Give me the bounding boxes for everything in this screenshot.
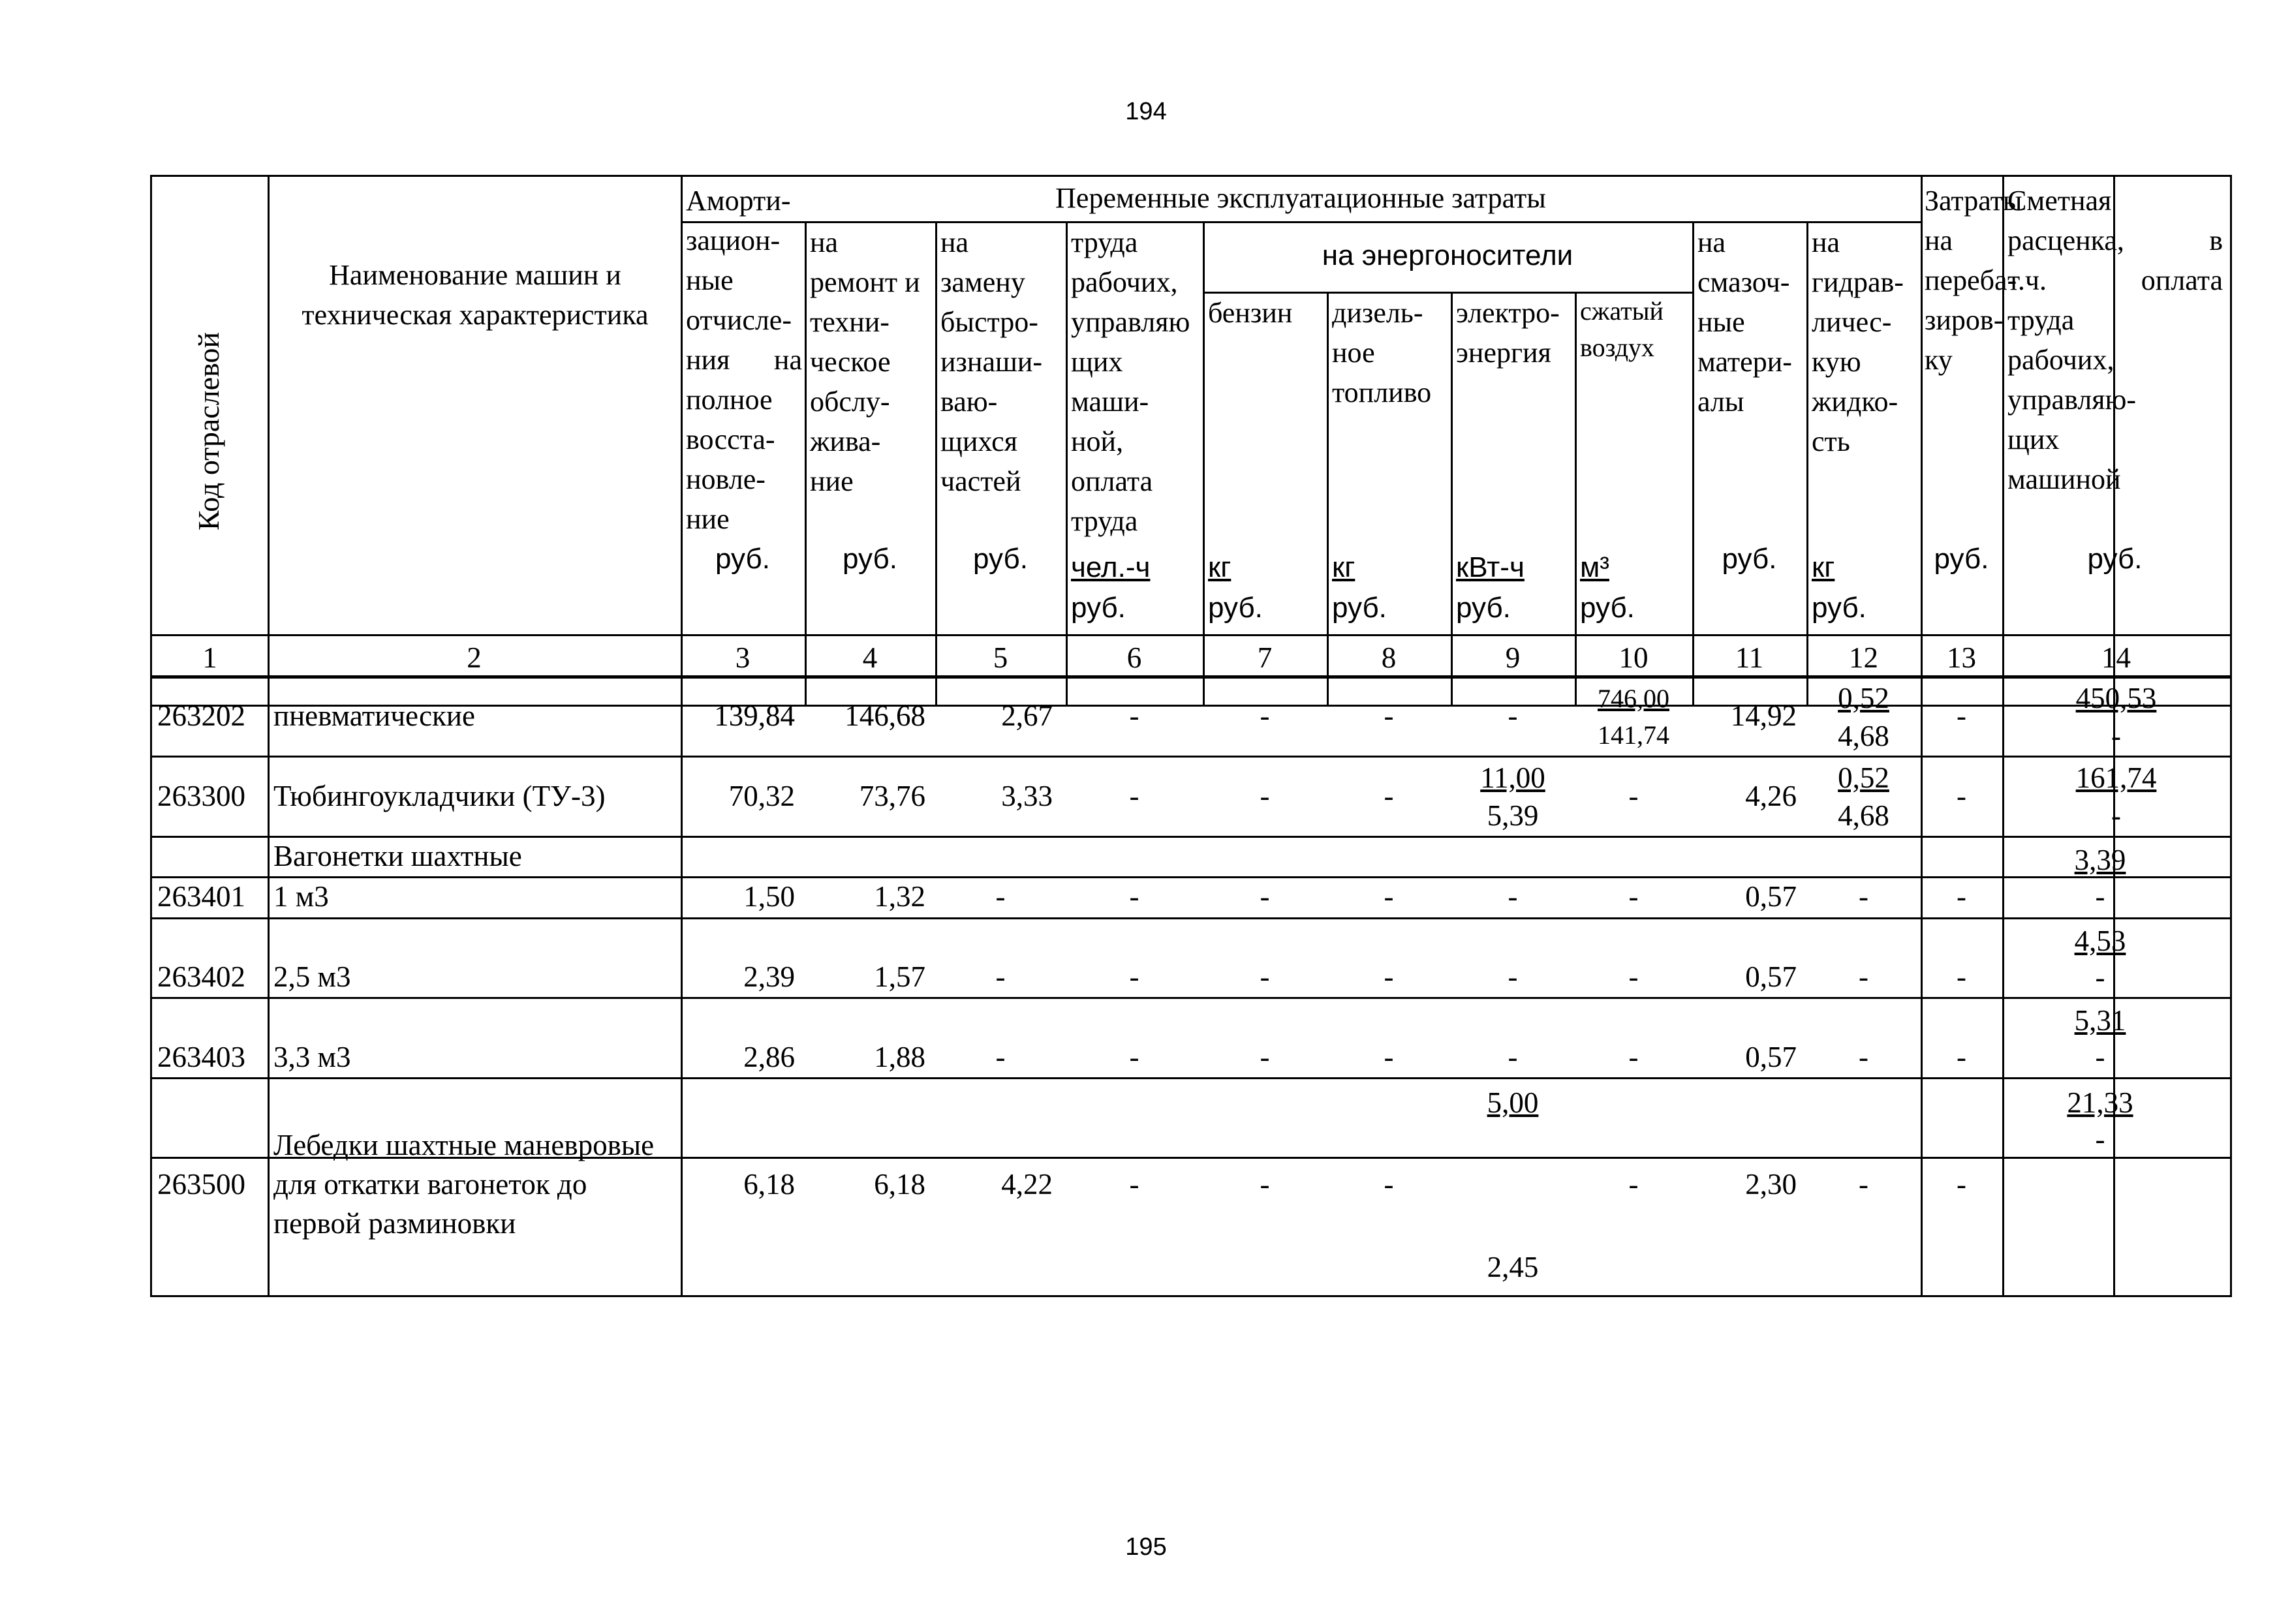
unit-col10-bottom: руб. [1580,592,1635,624]
unit-col13: руб. [1934,543,1989,575]
header-name: Наименование машин и техническая характеристика [302,259,649,331]
header-col10: сжатый воздух [1580,296,1664,362]
header-group-title: Переменные эксплуатационные затраты [1055,182,1546,214]
page-number-top: 194 [1125,98,1167,125]
col-number: 1 [202,641,217,674]
col-number: 4 [862,641,878,674]
col-number: 2 [467,641,482,674]
unit-col12-top: кг [1812,551,1835,583]
unit-col5: руб. [973,543,1028,575]
col-number: 10 [1618,641,1649,674]
page-number-bottom: 195 [1125,1533,1167,1561]
row-divider [152,917,2230,919]
header-col13: Затраты на переба- зиров- ку [1925,185,2022,376]
section-heading: Вагонетки шахтные [273,840,522,872]
header-energy-title: на энергоносители [1322,239,1573,271]
row-divider [152,634,2230,636]
col-number: 12 [1849,641,1878,674]
unit-col12-bottom: руб. [1812,592,1866,624]
unit-col8-top: кг [1332,551,1355,583]
unit-col8-bottom: руб. [1332,592,1387,624]
row-divider [152,997,2230,999]
col-divider [681,177,683,1296]
header-col5: на замену быстро- изнаши- ваю- щихся частей [940,226,1043,497]
col-number: 14 [2101,641,2131,674]
col-divider [1921,177,1923,1296]
header-col7: бензин [1208,297,1293,329]
unit-col9-top: кВт-ч [1456,551,1525,583]
unit-col4: руб. [843,543,897,575]
row-divider [152,1077,2230,1079]
col-divider [268,177,270,1296]
unit-col7-top: кг [1208,551,1231,583]
header-col8: дизель- ное топливо [1332,297,1432,408]
col-number: 9 [1505,641,1521,674]
col-number: 7 [1257,641,1273,674]
header-col12: на гидрав- личес- кую жидко- сть [1812,226,1904,457]
col-number: 8 [1381,641,1397,674]
unit-col6-top: чел.-ч [1071,551,1151,583]
unit-col11: руб. [1722,543,1777,575]
header-col3: Аморти- зацион- ные отчисле- ния на полное восста- новле- ние [686,185,802,535]
col-number: 6 [1126,641,1142,674]
unit-col3: руб. [715,543,770,575]
header-col14: Сметная расценка, в т.ч. оплата труда рабочих, управляю- щих машиной [2007,185,2223,495]
header-col4: на ремонт и техни- ческое обслу- жива- ние [810,226,920,497]
header-col6: труда рабочих, управляю щих маши- ной, оплата труда [1071,226,1190,537]
machine-cost-table: Код отраслевой Наименование машин и техническая характеристика Аморти- зацион- ные отчисле- ния на полное восста- новле- ние руб. Переменные эксплуатационные затраты на ремонт и техни- ческое обслу- жива- ние руб. на замену быстро- изнаши- ваю- щихся частей руб. труда рабочих, управляю щих маши- ной, оплата труда чел.-ч руб. на энергоносители бензин кг руб. дизель- ное топливо кг руб. электро- энергия кВт-ч руб. сжатый воздух м³ руб. на смазоч- ные матери- алы руб. на гидрав- личес- кую жидко- сть кг руб. Затраты на переба- зиров- ку руб. Сметная расценка, в т.ч. оплата труда рабочих, управляю- щих машиной руб. 1 2 3 4 5 6 7 8 9 10 11 12 13 14 263202 пневматические 139,84 146,68 2,67 - - - - 746,00 141,74 14,92 0,52 4,68 - 450,53 - 263300 Тюбингоукладчики (ТУ-3) 70,32 73,76 3,33 - - - 11,00 5,39 - 4,26 0,52 4,68 - 161,74 - Вагонетки шахтные 263401 1 м3 1,50 1,32 - - - - - - 0,57 - - 3,39 - 263402 2,5 м3 2,39 1,57 - - - - - - 0,57 - - 4,53 - 263403 3,3 м3 2,86 1,88 - - - - - - 0,57 - - 5,31 - 263500 Лебедки шахтные маневровые для откатки вагонеток до первой разминовки 6,18 6,18 4,22 - - - 5,00 2,45 - 2,30 - - 21,33 - [150,175,2232,1297]
unit-col10-top: м³ [1580,551,1609,583]
header-code: Код отраслевой [192,331,225,531]
header-col9: электро- энергия [1456,297,1560,369]
col-number: 13 [1947,641,1976,674]
unit-col14: руб. [2087,543,2143,575]
unit-col6-bottom: руб. [1071,592,1126,624]
header-col11: на смазоч- ные матери- алы [1697,226,1792,418]
unit-col7-bottom: руб. [1208,592,1263,624]
col-number: 11 [1735,641,1764,674]
unit-col9-bottom: руб. [1456,592,1511,624]
col-number: 3 [735,641,751,674]
col-number: 5 [993,641,1008,674]
